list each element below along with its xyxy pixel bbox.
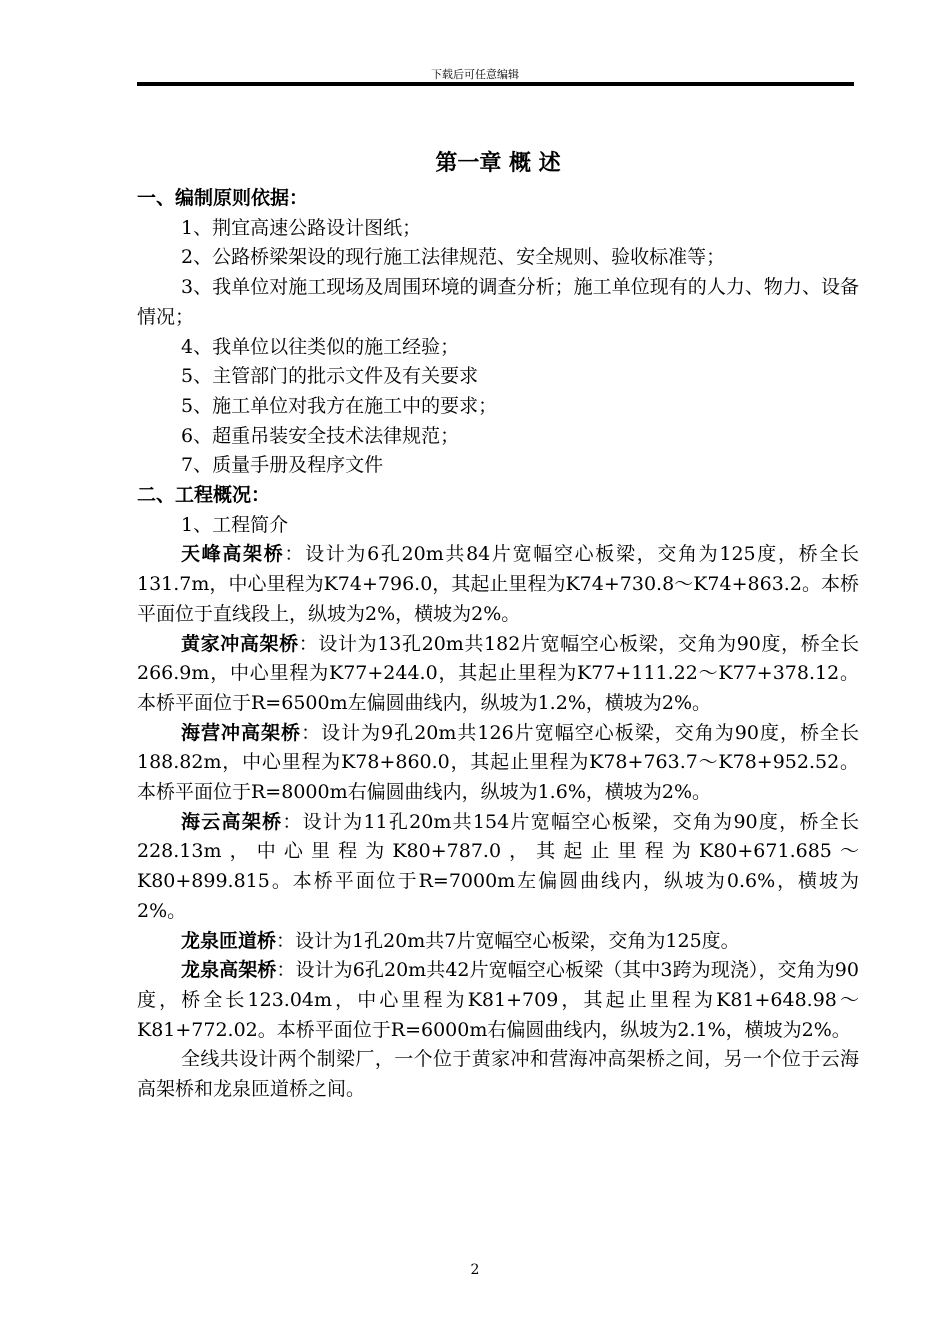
page-number: 2 <box>470 1262 480 1278</box>
bridge-description: ：设计为9孔20m共126片宽幅空心板梁，交角为90度，桥全长188.82m，中心里程为K78+860.0，其起止里程为K78+763.7～K78+952.52。本桥平面位于R=8000m右偏圆曲线内，纵坡为1.6%，横坡为2%。 <box>137 721 859 804</box>
basis-item: 2、公路桥梁架设的现行施工法律规范、安全规则、验收标准等； <box>181 246 726 269</box>
basis-item: 4、我单位以往类似的施工经验； <box>181 335 460 358</box>
bridge-paragraph <box>137 927 859 957</box>
basis-item: 3、我单位对施工现场及周围环境的调查分析；施工单位现有的人力、物力、设备情况； <box>137 276 859 328</box>
chapter-title: 第一章 概 述 <box>435 150 561 176</box>
bridge-paragraph <box>137 540 859 629</box>
bridge-description: ：设计为13孔20m共182片宽幅空心板梁，交角为90度，桥全长266.9m，中心里程为K77+244.0，其起止里程为K77+111.22～K77+378.12。本桥平面位于R=6500m左偏圆曲线内，纵坡为1.2%，横坡为2%。 <box>137 632 859 714</box>
bridge-description: ：设计为1孔20m共7片宽幅空心板梁，交角为125度。 <box>276 929 740 952</box>
header-rule <box>137 82 854 86</box>
basis-item: 5、施工单位对我方在施工中的要求； <box>181 394 498 417</box>
bridge-paragraph <box>137 630 859 719</box>
bridge-name: 海云高架桥 <box>181 810 283 833</box>
bridge-description: ：设计为11孔20m共154片宽幅空心板梁，交角为90度，桥全长228.13m，中心里程为K80+787.0，其起止里程为K80+671.685～K80+899.815。本桥平面位于R=7000m左偏圆曲线内，纵坡为0.6%，横坡为2%。 <box>137 810 859 922</box>
basis-item: 7、质量手册及程序文件 <box>181 454 384 477</box>
bridge-description: ：设计为6孔20m共84片宽幅空心板梁，交角为125度，桥全长131.7m，中心里程为K74+796.0，其起止里程为K74+730.8～K74+863.2。本桥平面位于直线段上，纵坡为2%，横坡为2%。 <box>137 543 859 625</box>
bridge-paragraph <box>137 808 859 927</box>
basis-item: 6、超重吊装安全技术法律规范； <box>181 424 460 447</box>
header-note: 下载后可任意编辑 <box>431 68 519 81</box>
bridge-name: 龙泉匝道桥 <box>181 929 277 952</box>
closing-paragraph: 全线共设计两个制梁厂，一个位于黄家冲和营海冲高架桥之间，另一个位于云海高架桥和龙泉匝道桥之间。 <box>137 1048 859 1101</box>
bridge-name: 天峰高架桥 <box>181 543 285 566</box>
basis-item: 1、荆宜高速公路设计图纸； <box>181 216 422 239</box>
basis-item: 5、主管部门的批示文件及有关要求 <box>181 365 479 388</box>
bridge-description: ：设计为6孔20m共42片宽幅空心板梁（其中3跨为现浇），交角为90度，桥全长123.04m，中心里程为K81+709，其起止里程为K81+648.98～K81+772.02。本桥平面位于R=6000m右偏圆曲线内，纵坡为2.1%，横坡为2%。 <box>137 959 859 1041</box>
document-body <box>137 148 859 1105</box>
bridge-name: 龙泉高架桥 <box>181 959 277 982</box>
section-heading-overview: 二、工程概况： <box>137 484 271 507</box>
bridge-paragraph <box>137 719 859 808</box>
bridge-name: 黄家冲高架桥 <box>181 632 299 655</box>
subsection-heading: 1、工程简介 <box>181 513 289 536</box>
section-heading-basis: 一、编制原则依据： <box>137 187 309 209</box>
bridge-paragraph <box>137 956 859 1045</box>
bridge-name: 海营冲高架桥 <box>181 721 302 744</box>
